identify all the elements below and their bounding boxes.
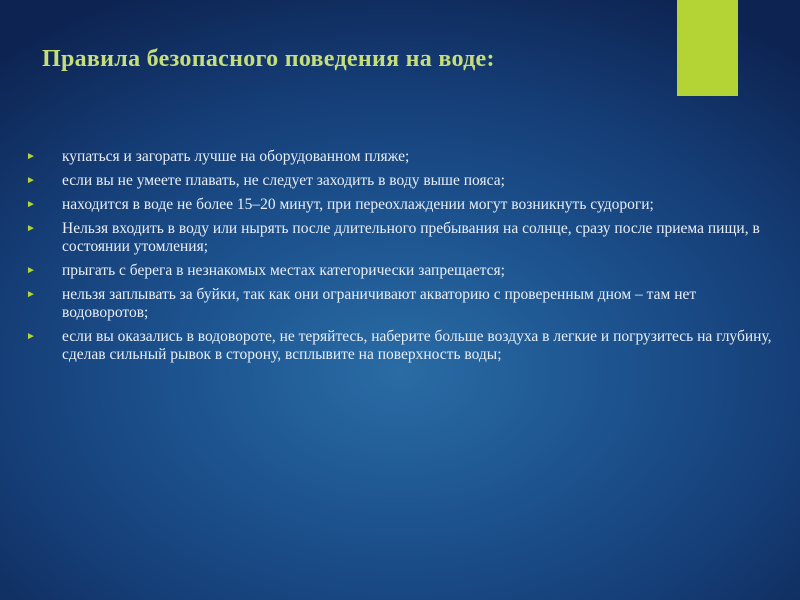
- bullet-item: [26, 286, 778, 322]
- bullet-item: [26, 148, 778, 166]
- bullet-item: [26, 220, 778, 256]
- bullet-text: купаться и загорать лучше на оборудованном пляже;: [62, 148, 410, 165]
- bullet-arrow-icon: ►: [26, 289, 36, 300]
- bullet-item: [26, 196, 778, 214]
- bullet-arrow-icon: ►: [26, 151, 36, 162]
- bullet-arrow-icon: ►: [26, 265, 36, 276]
- accent-bar: [677, 0, 738, 96]
- bullet-item: [26, 172, 778, 190]
- bullet-text: нельзя заплывать за буйки, так как они ограничивают акваторию с проверенным дном – там нет водоворотов;: [62, 286, 697, 321]
- bullet-text: если вы оказались в водовороте, не теряйтесь, наберите больше воздуха в легкие и погрузитесь на глубину, сделав сильный рывок в сторону, всплывите на поверхность воды;: [62, 328, 772, 363]
- bullet-arrow-icon: ►: [26, 223, 36, 234]
- bullet-arrow-icon: ►: [26, 175, 36, 186]
- bullet-item: [26, 262, 778, 280]
- bullet-arrow-icon: ►: [26, 331, 36, 342]
- bullet-arrow-icon: ►: [26, 199, 36, 210]
- bullet-text: прыгать с берега в незнакомых местах категорически запрещается;: [62, 262, 505, 279]
- bullet-text: Нельзя входить в воду или нырять после длительного пребывания на солнце, сразу после приема пищи, в состоянии утомления;: [62, 220, 760, 255]
- bullet-text: если вы не умеете плавать, не следует заходить в воду выше пояса;: [62, 172, 505, 189]
- bullet-list: [26, 148, 778, 370]
- bullet-text: находится в воде не более 15–20 минут, при переохлаждении могут возникнуть судороги;: [62, 196, 654, 213]
- slide-title: Правила безопасного поведения на воде:: [42, 46, 495, 72]
- bullet-item: [26, 328, 778, 364]
